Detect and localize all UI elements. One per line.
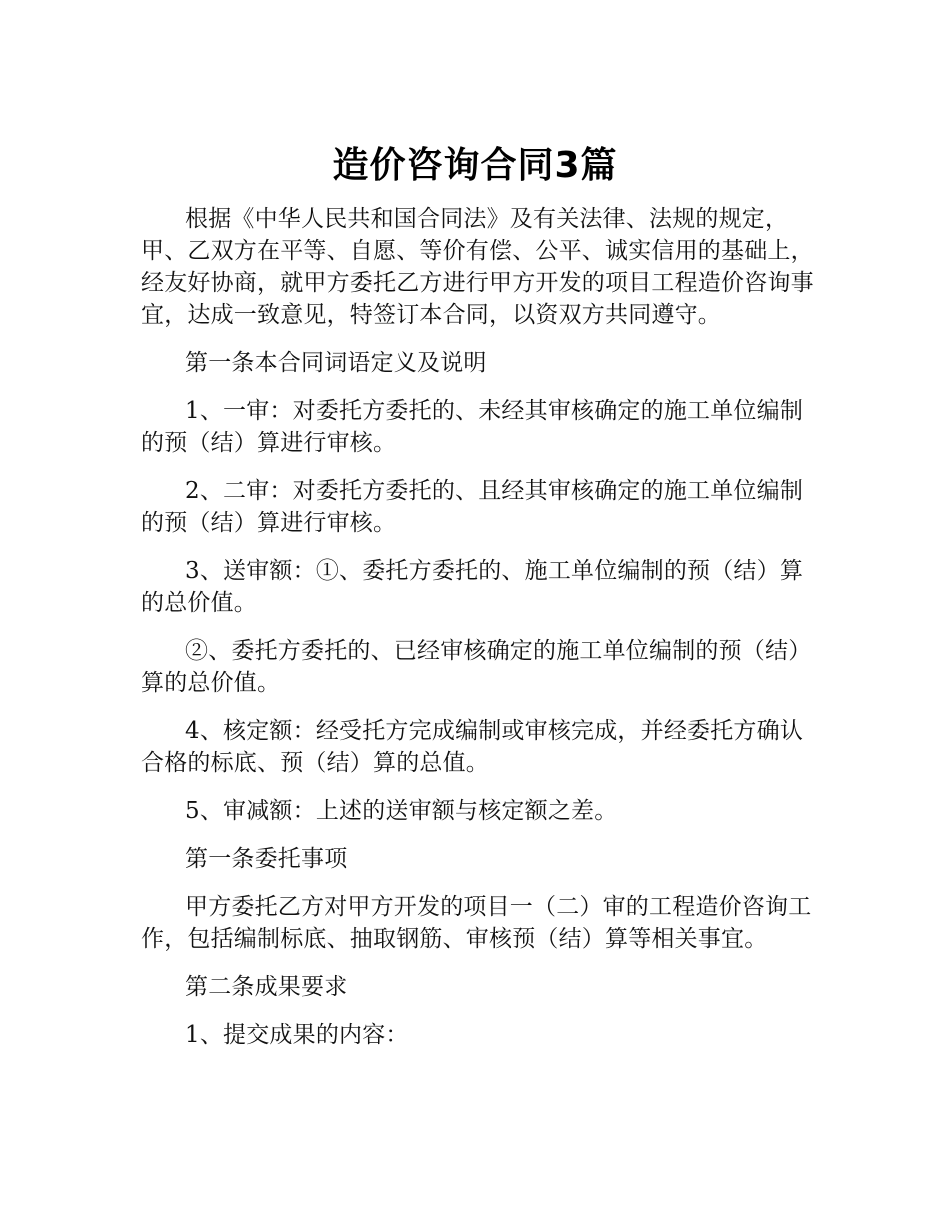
section-heading-commission: 第一条委托事项: [185, 846, 348, 872]
paragraph-submitted-amount-2: ②、委托方委托的、已经审核确定的施工单位编制的预（结）算的总价值。: [141, 638, 812, 696]
paragraph-first-review: 1、一审：对委托方委托的、未经其审核确定的施工单位编制的预（结）算进行审核。: [141, 398, 804, 456]
document-body: [141, 203, 816, 1067]
document-title: 造价咨询合同3篇: [332, 145, 618, 187]
paragraph-approved-amount: 4、核定额：经受托方完成编制或审核完成，并经委托方确认合格的标底、预（结）算的总值。: [141, 718, 804, 776]
paragraph-reduction-amount: 5、审减额：上述的送审额与核定额之差。: [185, 798, 618, 824]
paragraph-intro: 根据《中华人民共和国合同法》及有关法律、法规的规定，甲、乙双方在平等、自愿、等价有偿、公平、诚实信用的基础上，经友好协商，就甲方委托乙方进行甲方开发的项目工程造价咨询事宜，达成一致意见，特签订本合同，以资双方共同遵守。: [141, 206, 814, 328]
section-heading-definitions: 第一条本合同词语定义及说明: [185, 350, 487, 376]
section-heading-deliverables: 第二条成果要求: [185, 974, 348, 1000]
paragraph-commission: 甲方委托乙方对甲方开发的项目一（二）审的工程造价咨询工作，包括编制标底、抽取钢筋、审核预（结）算等相关事宜。: [141, 894, 812, 952]
paragraph-submitted-amount: 3、送审额：①、委托方委托的、施工单位编制的预（结）算的总价值。: [141, 558, 804, 616]
paragraph-deliverables-content: 1、提交成果的内容：: [185, 1022, 409, 1048]
paragraph-second-review: 2、二审：对委托方委托的、且经其审核确定的施工单位编制的预（结）算进行审核。: [141, 478, 804, 536]
